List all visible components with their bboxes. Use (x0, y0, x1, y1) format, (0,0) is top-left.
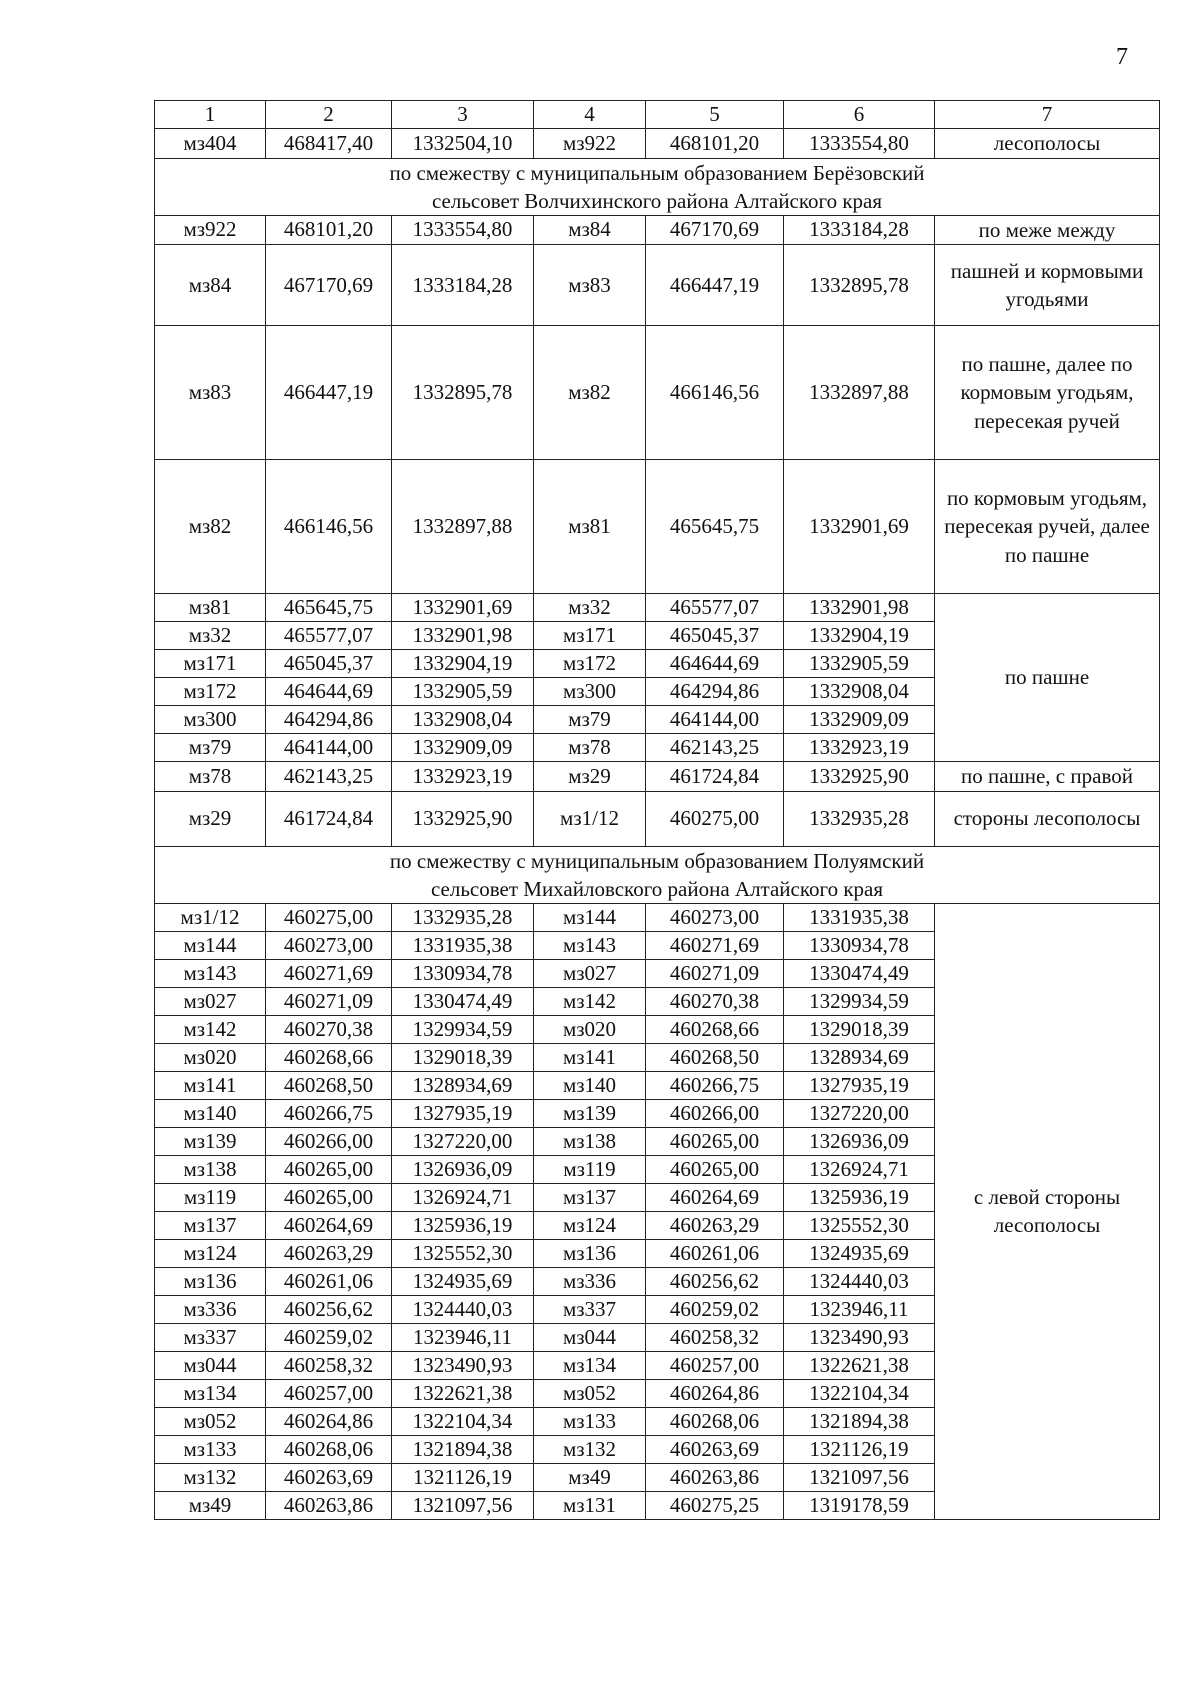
point-to-cell: мз119 (534, 1155, 646, 1183)
y-to-cell: 1329018,39 (784, 1015, 935, 1043)
x-from-cell: 460263,29 (266, 1239, 392, 1267)
x-from-cell: 460263,86 (266, 1491, 392, 1519)
point-to-cell: мз84 (534, 215, 646, 245)
y-from-cell: 1329934,59 (392, 1015, 534, 1043)
y-from-cell: 1332904,19 (392, 650, 534, 678)
x-to-cell: 460273,00 (646, 903, 784, 931)
point-from-cell: мз143 (155, 959, 266, 987)
y-from-cell: 1331935,38 (392, 931, 534, 959)
y-to-cell: 1332905,59 (784, 650, 935, 678)
y-to-cell: 1332908,04 (784, 678, 935, 706)
point-to-cell: мз136 (534, 1239, 646, 1267)
x-from-cell: 468417,40 (266, 129, 392, 159)
y-from-cell: 1332923,19 (392, 762, 534, 792)
x-to-cell: 465577,07 (646, 594, 784, 622)
point-from-cell: мз139 (155, 1127, 266, 1155)
point-to-cell: мз027 (534, 959, 646, 987)
y-to-cell: 1324440,03 (784, 1267, 935, 1295)
y-from-cell: 1332909,09 (392, 734, 534, 762)
x-to-cell: 460264,69 (646, 1183, 784, 1211)
y-to-cell: 1332935,28 (784, 791, 935, 846)
section-title: по смежеству с муниципальным образованием Полуямский сельсовет Михайловского района Алтайского края (155, 846, 1160, 903)
description-cell: по пашне, далее по кормовым угодьям, пересекая ручей (935, 326, 1160, 460)
y-to-cell: 1323490,93 (784, 1323, 935, 1351)
point-from-cell: мз027 (155, 987, 266, 1015)
y-from-cell: 1321894,38 (392, 1435, 534, 1463)
x-from-cell: 466447,19 (266, 326, 392, 460)
y-to-cell: 1332904,19 (784, 622, 935, 650)
y-from-cell: 1332935,28 (392, 903, 534, 931)
x-from-cell: 460258,32 (266, 1351, 392, 1379)
column-header: 5 (646, 101, 784, 129)
y-to-cell: 1333184,28 (784, 215, 935, 245)
y-from-cell: 1332908,04 (392, 706, 534, 734)
x-to-cell: 460271,09 (646, 959, 784, 987)
x-from-cell: 465577,07 (266, 622, 392, 650)
y-from-cell: 1332925,90 (392, 791, 534, 846)
y-from-cell: 1333184,28 (392, 245, 534, 326)
y-to-cell: 1325552,30 (784, 1211, 935, 1239)
point-to-cell: мз142 (534, 987, 646, 1015)
x-from-cell: 467170,69 (266, 245, 392, 326)
x-to-cell: 460264,86 (646, 1379, 784, 1407)
point-from-cell: мз79 (155, 734, 266, 762)
x-from-cell: 460257,00 (266, 1379, 392, 1407)
point-from-cell: мз137 (155, 1211, 266, 1239)
y-from-cell: 1323490,93 (392, 1351, 534, 1379)
point-to-cell: мз49 (534, 1463, 646, 1491)
table-row (155, 215, 1160, 245)
point-from-cell: мз140 (155, 1099, 266, 1127)
point-from-cell: мз144 (155, 931, 266, 959)
x-from-cell: 460259,02 (266, 1323, 392, 1351)
x-to-cell: 466146,56 (646, 326, 784, 460)
y-from-cell: 1330474,49 (392, 987, 534, 1015)
point-from-cell: мз141 (155, 1071, 266, 1099)
table-row (155, 791, 1160, 846)
y-from-cell: 1325936,19 (392, 1211, 534, 1239)
x-to-cell: 465045,37 (646, 622, 784, 650)
y-to-cell: 1322104,34 (784, 1379, 935, 1407)
y-from-cell: 1332905,59 (392, 678, 534, 706)
point-to-cell: мз044 (534, 1323, 646, 1351)
point-to-cell: мз81 (534, 460, 646, 594)
point-from-cell: мз82 (155, 460, 266, 594)
y-to-cell: 1332925,90 (784, 762, 935, 792)
point-to-cell: мз138 (534, 1127, 646, 1155)
y-to-cell: 1327935,19 (784, 1071, 935, 1099)
point-to-cell: мз132 (534, 1435, 646, 1463)
y-to-cell: 1332901,69 (784, 460, 935, 594)
point-to-cell: мз922 (534, 129, 646, 159)
section-title: по смежеству с муниципальным образованием Берёзовский сельсовет Волчихинского района Алтайского края (155, 158, 1160, 215)
point-to-cell: мз134 (534, 1351, 646, 1379)
point-to-cell: мз124 (534, 1211, 646, 1239)
y-to-cell: 1330474,49 (784, 959, 935, 987)
point-from-cell: мз172 (155, 678, 266, 706)
y-to-cell: 1330934,78 (784, 931, 935, 959)
point-to-cell: мз143 (534, 931, 646, 959)
x-from-cell: 466146,56 (266, 460, 392, 594)
x-from-cell: 460275,00 (266, 903, 392, 931)
x-to-cell: 460268,06 (646, 1407, 784, 1435)
point-to-cell: мз144 (534, 903, 646, 931)
x-to-cell: 460268,66 (646, 1015, 784, 1043)
point-from-cell: мз134 (155, 1379, 266, 1407)
point-from-cell: мз84 (155, 245, 266, 326)
point-from-cell: мз119 (155, 1183, 266, 1211)
table-row (155, 460, 1160, 594)
y-to-cell: 1324935,69 (784, 1239, 935, 1267)
column-header: 6 (784, 101, 935, 129)
y-to-cell: 1333554,80 (784, 129, 935, 159)
x-from-cell: 460266,00 (266, 1127, 392, 1155)
point-from-cell: мз132 (155, 1463, 266, 1491)
column-header: 1 (155, 101, 266, 129)
y-from-cell: 1324440,03 (392, 1295, 534, 1323)
point-from-cell: мз922 (155, 215, 266, 245)
point-to-cell: мз82 (534, 326, 646, 460)
y-to-cell: 1328934,69 (784, 1043, 935, 1071)
x-from-cell: 464294,86 (266, 706, 392, 734)
point-to-cell: мз020 (534, 1015, 646, 1043)
point-to-cell: мз78 (534, 734, 646, 762)
y-to-cell: 1321097,56 (784, 1463, 935, 1491)
y-from-cell: 1325552,30 (392, 1239, 534, 1267)
point-to-cell: мз052 (534, 1379, 646, 1407)
point-to-cell: мз32 (534, 594, 646, 622)
point-from-cell: мз81 (155, 594, 266, 622)
x-to-cell: 465645,75 (646, 460, 784, 594)
section-row (155, 846, 1160, 903)
x-to-cell: 460261,06 (646, 1239, 784, 1267)
x-from-cell: 460264,69 (266, 1211, 392, 1239)
x-to-cell: 460263,86 (646, 1463, 784, 1491)
x-to-cell: 460266,75 (646, 1071, 784, 1099)
y-to-cell: 1321894,38 (784, 1407, 935, 1435)
table-row (155, 326, 1160, 460)
x-from-cell: 460265,00 (266, 1155, 392, 1183)
y-to-cell: 1332901,98 (784, 594, 935, 622)
description-cell: по пашне, с правой (935, 762, 1160, 792)
x-to-cell: 460265,00 (646, 1127, 784, 1155)
x-from-cell: 460266,75 (266, 1099, 392, 1127)
y-from-cell: 1321126,19 (392, 1463, 534, 1491)
point-to-cell: мз83 (534, 245, 646, 326)
point-from-cell: мз29 (155, 791, 266, 846)
x-from-cell: 462143,25 (266, 762, 392, 792)
section-row (155, 158, 1160, 215)
point-to-cell: мз139 (534, 1099, 646, 1127)
x-from-cell: 460273,00 (266, 931, 392, 959)
y-from-cell: 1326936,09 (392, 1155, 534, 1183)
y-to-cell: 1319178,59 (784, 1491, 935, 1519)
x-from-cell: 460256,62 (266, 1295, 392, 1323)
y-to-cell: 1326924,71 (784, 1155, 935, 1183)
y-from-cell: 1332895,78 (392, 326, 534, 460)
x-to-cell: 464644,69 (646, 650, 784, 678)
x-to-cell: 460268,50 (646, 1043, 784, 1071)
point-from-cell: мз052 (155, 1407, 266, 1435)
y-from-cell: 1322621,38 (392, 1379, 534, 1407)
y-to-cell: 1321126,19 (784, 1435, 935, 1463)
x-to-cell: 468101,20 (646, 129, 784, 159)
x-to-cell: 462143,25 (646, 734, 784, 762)
x-to-cell: 460257,00 (646, 1351, 784, 1379)
table-row (155, 129, 1160, 159)
x-to-cell: 466447,19 (646, 245, 784, 326)
point-from-cell: мз044 (155, 1351, 266, 1379)
y-to-cell: 1332897,88 (784, 326, 935, 460)
point-to-cell: мз171 (534, 622, 646, 650)
y-from-cell: 1324935,69 (392, 1267, 534, 1295)
x-from-cell: 464144,00 (266, 734, 392, 762)
point-from-cell: мз404 (155, 129, 266, 159)
point-to-cell: мз141 (534, 1043, 646, 1071)
y-from-cell: 1327935,19 (392, 1099, 534, 1127)
x-to-cell: 460265,00 (646, 1155, 784, 1183)
description-cell: с левой стороны лесополосы (935, 903, 1160, 1519)
x-to-cell: 460271,69 (646, 931, 784, 959)
x-from-cell: 460265,00 (266, 1183, 392, 1211)
x-to-cell: 460275,25 (646, 1491, 784, 1519)
x-from-cell: 468101,20 (266, 215, 392, 245)
x-to-cell: 460263,29 (646, 1211, 784, 1239)
description-cell: по пашне (935, 594, 1160, 762)
y-to-cell: 1326936,09 (784, 1127, 935, 1155)
point-from-cell: мз83 (155, 326, 266, 460)
y-from-cell: 1328934,69 (392, 1071, 534, 1099)
y-from-cell: 1329018,39 (392, 1043, 534, 1071)
point-to-cell: мз172 (534, 650, 646, 678)
column-header: 2 (266, 101, 392, 129)
y-from-cell: 1327220,00 (392, 1127, 534, 1155)
y-from-cell: 1332504,10 (392, 129, 534, 159)
x-to-cell: 467170,69 (646, 215, 784, 245)
description-cell: пашней и кормовыми угодьями (935, 245, 1160, 326)
point-from-cell: мз171 (155, 650, 266, 678)
y-to-cell: 1329934,59 (784, 987, 935, 1015)
point-from-cell: мз300 (155, 706, 266, 734)
point-from-cell: мз138 (155, 1155, 266, 1183)
x-from-cell: 460261,06 (266, 1267, 392, 1295)
description-cell: стороны лесополосы (935, 791, 1160, 846)
y-from-cell: 1330934,78 (392, 959, 534, 987)
x-to-cell: 461724,84 (646, 762, 784, 792)
x-from-cell: 460268,50 (266, 1071, 392, 1099)
point-to-cell: мз133 (534, 1407, 646, 1435)
y-to-cell: 1322621,38 (784, 1351, 935, 1379)
y-from-cell: 1332897,88 (392, 460, 534, 594)
point-to-cell: мз29 (534, 762, 646, 792)
point-from-cell: мз32 (155, 622, 266, 650)
x-to-cell: 464294,86 (646, 678, 784, 706)
y-to-cell: 1325936,19 (784, 1183, 935, 1211)
point-from-cell: мз337 (155, 1323, 266, 1351)
x-to-cell: 460270,38 (646, 987, 784, 1015)
x-from-cell: 460271,09 (266, 987, 392, 1015)
x-from-cell: 464644,69 (266, 678, 392, 706)
column-header: 3 (392, 101, 534, 129)
x-from-cell: 460270,38 (266, 1015, 392, 1043)
y-from-cell: 1332901,69 (392, 594, 534, 622)
point-from-cell: мз142 (155, 1015, 266, 1043)
description-cell: по кормовым угодьям, пересекая ручей, далее по пашне (935, 460, 1160, 594)
point-to-cell: мз1/12 (534, 791, 646, 846)
y-to-cell: 1332923,19 (784, 734, 935, 762)
point-to-cell: мз131 (534, 1491, 646, 1519)
column-header: 7 (935, 101, 1160, 129)
x-to-cell: 460256,62 (646, 1267, 784, 1295)
x-from-cell: 465645,75 (266, 594, 392, 622)
point-from-cell: мз49 (155, 1491, 266, 1519)
x-to-cell: 460266,00 (646, 1099, 784, 1127)
point-from-cell: мз133 (155, 1435, 266, 1463)
table-row (155, 245, 1160, 326)
y-to-cell: 1332909,09 (784, 706, 935, 734)
column-header: 4 (534, 101, 646, 129)
point-from-cell: мз020 (155, 1043, 266, 1071)
page-number: 7 (1116, 44, 1128, 70)
y-from-cell: 1326924,71 (392, 1183, 534, 1211)
point-to-cell: мз300 (534, 678, 646, 706)
x-from-cell: 460264,86 (266, 1407, 392, 1435)
x-to-cell: 464144,00 (646, 706, 784, 734)
x-from-cell: 465045,37 (266, 650, 392, 678)
point-from-cell: мз124 (155, 1239, 266, 1267)
boundary-coordinates-table (154, 100, 1160, 1520)
x-to-cell: 460263,69 (646, 1435, 784, 1463)
description-cell: по меже между (935, 215, 1160, 245)
point-from-cell: мз78 (155, 762, 266, 792)
y-to-cell: 1323946,11 (784, 1295, 935, 1323)
x-from-cell: 460268,66 (266, 1043, 392, 1071)
point-from-cell: мз136 (155, 1267, 266, 1295)
y-from-cell: 1323946,11 (392, 1323, 534, 1351)
table-row (155, 903, 1160, 931)
point-from-cell: мз1/12 (155, 903, 266, 931)
y-to-cell: 1327220,00 (784, 1099, 935, 1127)
x-to-cell: 460275,00 (646, 791, 784, 846)
y-from-cell: 1333554,80 (392, 215, 534, 245)
point-to-cell: мз336 (534, 1267, 646, 1295)
x-from-cell: 460263,69 (266, 1463, 392, 1491)
y-to-cell: 1331935,38 (784, 903, 935, 931)
y-from-cell: 1322104,34 (392, 1407, 534, 1435)
x-from-cell: 460271,69 (266, 959, 392, 987)
description-cell: лесополосы (935, 129, 1160, 159)
header-row (155, 101, 1160, 129)
x-from-cell: 461724,84 (266, 791, 392, 846)
point-to-cell: мз137 (534, 1183, 646, 1211)
x-to-cell: 460259,02 (646, 1295, 784, 1323)
y-from-cell: 1332901,98 (392, 622, 534, 650)
point-to-cell: мз140 (534, 1071, 646, 1099)
y-from-cell: 1321097,56 (392, 1491, 534, 1519)
table-row (155, 762, 1160, 792)
y-to-cell: 1332895,78 (784, 245, 935, 326)
point-from-cell: мз336 (155, 1295, 266, 1323)
point-to-cell: мз79 (534, 706, 646, 734)
x-to-cell: 460258,32 (646, 1323, 784, 1351)
x-from-cell: 460268,06 (266, 1435, 392, 1463)
point-to-cell: мз337 (534, 1295, 646, 1323)
table-row (155, 594, 1160, 622)
